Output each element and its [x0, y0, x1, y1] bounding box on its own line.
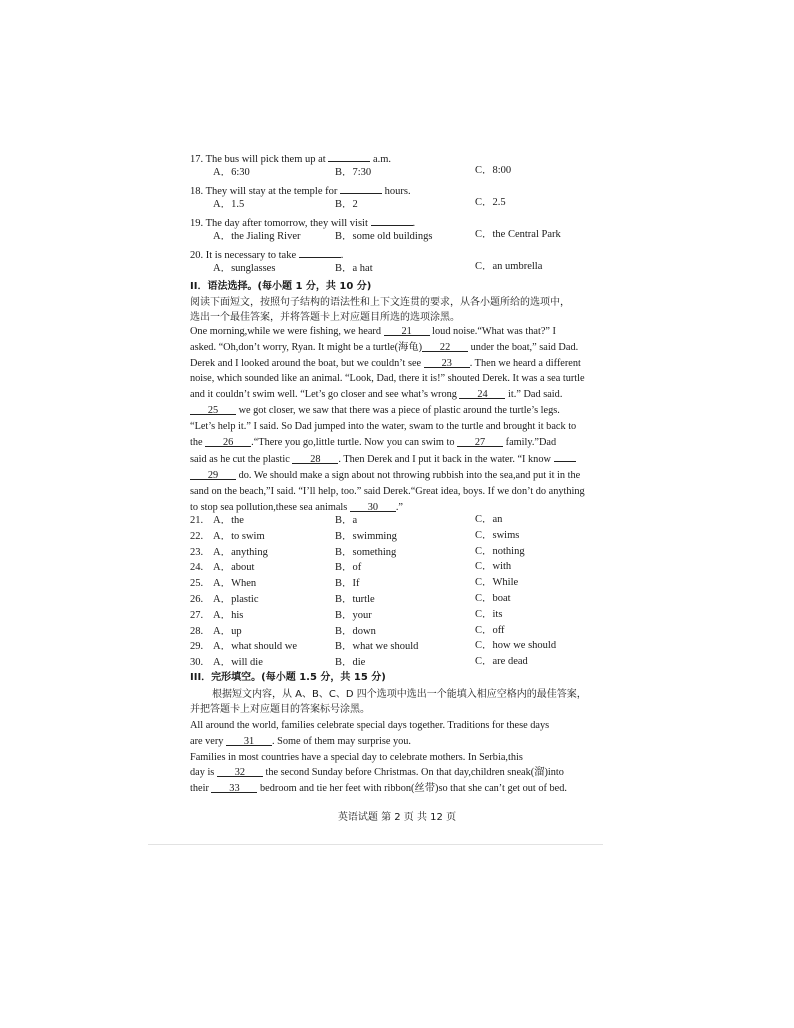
option-c: C．the Central Park — [475, 229, 561, 240]
question-stem — [190, 246, 343, 262]
question-number: 18. — [190, 186, 204, 197]
answer-blank — [328, 150, 370, 162]
blank-number: 23 — [424, 356, 470, 368]
option-b: B．swimming — [335, 530, 397, 542]
blank-number: 27 — [457, 435, 503, 447]
option-c: C．While — [475, 577, 519, 589]
passage-text: day is — [190, 767, 217, 779]
option-a: A．his — [213, 609, 244, 621]
blank-number: 28 — [292, 452, 338, 464]
passage-line — [190, 734, 602, 750]
option-b: B．7:30 — [335, 167, 372, 178]
passage-line — [190, 484, 602, 500]
option-b: B．turtle — [335, 594, 375, 605]
passage-line — [190, 403, 602, 419]
grammar-passage — [190, 324, 602, 516]
passage-line — [190, 387, 602, 403]
passage-line — [190, 450, 602, 468]
option-c: C．an — [475, 514, 503, 525]
question-text: They will stay at the temple for — [205, 186, 340, 197]
passage-text: . Then Derek and I put it back in the water. “I know — [338, 454, 554, 466]
passage-line — [190, 781, 602, 797]
option-c: C．its — [475, 608, 503, 620]
blank-number: 24 — [459, 387, 505, 399]
answer-blank — [299, 246, 341, 258]
passage-text: . Then we heard a different — [469, 357, 581, 369]
passage-text: .“There you go,little turtle. Now you can swim to — [251, 436, 458, 448]
blank-number: 33 — [211, 781, 257, 793]
passage-text: Families in most countries have a special day to celebrate mothers. In Serbia,this — [190, 751, 523, 763]
blank-number: 22 — [422, 340, 468, 352]
question-number: 19. — [190, 218, 204, 229]
passage-text: family.”Dad — [503, 436, 557, 448]
question-number: 27. — [190, 609, 204, 621]
passage-line — [190, 340, 602, 356]
blank-number — [554, 450, 576, 462]
section-2-title: II．语法选择。(每小题 1 分，共 10 分) — [190, 281, 372, 292]
passage-text: Derek and I looked around the boat, but we couldn’t see — [190, 357, 424, 369]
passage-line — [190, 468, 602, 484]
option-c: C．2.5 — [475, 197, 506, 208]
question-stem — [190, 182, 411, 198]
question-number: 17. — [190, 154, 204, 165]
option-c: C．boat — [475, 593, 511, 604]
option-b: B．If — [335, 578, 360, 590]
question-number: 21. — [190, 515, 204, 526]
blank-number: 30 — [350, 500, 396, 512]
option-b: B．your — [335, 609, 372, 621]
option-c: C．with — [475, 561, 512, 573]
blank-number: 32 — [217, 765, 263, 777]
passage-line — [190, 765, 602, 781]
passage-text: asked. “Oh,don’t worry, Ryan. It might be a turtle(海龟) — [190, 341, 423, 353]
option-b: B．of — [335, 562, 362, 574]
option-b: B．what we should — [335, 641, 419, 653]
passage-line — [190, 356, 602, 372]
blank-number: 31 — [226, 734, 272, 746]
passage-text: bedroom and tie her feet with ribbon(丝带)so that she can’t get out of bed. — [257, 783, 567, 795]
question-number: 22. — [190, 530, 204, 542]
option-b: B．some old buildings — [335, 231, 433, 242]
passage-line — [190, 371, 602, 387]
section-2-instruction: 阅读下面短文，按照句子结构的语法性和上下文连贯的要求，从各小题所给的选项中， — [190, 297, 570, 308]
cloze-passage — [190, 718, 602, 797]
question-text: . — [412, 218, 416, 229]
section-3-instruction: 并把答题卡上对应题目的答案标号涂黑。 — [190, 704, 370, 715]
option-a: A．will die — [213, 657, 263, 669]
passage-text: their — [190, 783, 212, 795]
option-c: C．8:00 — [475, 165, 512, 176]
question-text: It is necessary to take — [205, 250, 299, 261]
blank-number: 25 — [190, 403, 236, 415]
passage-text: under the boat,” said Dad. — [468, 341, 579, 353]
passage-line — [190, 500, 602, 516]
option-c: C．off — [475, 624, 505, 636]
passage-text: “Let’s help it.” I said. So Dad jumped into the water, swam to the turtle and brought it back to — [190, 420, 577, 432]
passage-text: loud noise.“What was that?” I — [429, 326, 556, 337]
option-a: A．plastic — [213, 594, 259, 605]
option-a: A．to swim — [213, 530, 265, 542]
page-footer: 英语试题 第 2 页 共 12 页 — [337, 812, 457, 823]
option-b: B．something — [335, 546, 397, 558]
question-text: . — [340, 250, 344, 261]
question-number: 23. — [190, 546, 204, 558]
option-a: A．about — [213, 562, 255, 574]
passage-text: . Some of them may surprise you. — [272, 735, 412, 747]
passage-text: the second Sunday before Christmas. On that day,children sneak(溜)into — [262, 767, 564, 779]
option-c: C．an umbrella — [475, 261, 543, 272]
option-a: A．up — [213, 625, 242, 637]
passage-text: One morning,while we were fishing, we heard — [190, 326, 384, 337]
option-a: A．1.5 — [213, 199, 245, 210]
passage-text: .” — [395, 501, 404, 513]
passage-line — [190, 419, 602, 435]
option-c: C．are dead — [475, 656, 528, 668]
question-number: 26. — [190, 594, 204, 605]
option-a: A．the Jialing River — [213, 231, 301, 242]
passage-text: sand on the beach,”I said. “I’ll help, too.” said Derek.“Great idea, boys. If we don’t do anything — [190, 485, 585, 497]
option-b: B．a — [335, 515, 358, 526]
passage-line — [190, 435, 602, 451]
passage-line — [190, 718, 602, 734]
passage-text: we got closer, we saw that there was a piece of plastic around the turtle’s legs. — [236, 404, 560, 416]
option-b: B．a hat — [335, 263, 373, 274]
question-number: 28. — [190, 625, 204, 637]
question-number: 24. — [190, 562, 204, 574]
option-b: B．2 — [335, 199, 358, 210]
question-text: The day after tomorrow, they will visit — [205, 218, 371, 229]
option-b: B．down — [335, 625, 376, 637]
passage-text: and it couldn’t swim well. “Let’s go closer and see what’s wrong — [190, 389, 460, 401]
option-c: C．nothing — [475, 545, 525, 557]
question-number: 29. — [190, 641, 204, 653]
passage-text: the — [190, 436, 206, 448]
option-c: C．how we should — [475, 640, 557, 652]
question-text: a.m. — [370, 154, 392, 165]
section-3-instruction: 根据短文内容，从 A、B、C、D 四个选项中选出一个能填入相应空格内的最佳答案， — [212, 689, 587, 700]
blank-number: 29 — [190, 468, 236, 480]
question-number: 30. — [190, 657, 204, 669]
section-2-instruction: 选出一个最佳答案，并将答题卡上对应题目所选的选项涂黑。 — [190, 312, 460, 323]
option-a: A．6:30 — [213, 167, 250, 178]
passage-text: said as he cut the plastic — [190, 454, 293, 466]
option-a: A．anything — [213, 546, 268, 558]
passage-text: are very — [190, 735, 227, 747]
passage-text: to stop sea pollution,these sea animals — [190, 501, 350, 513]
passage-text: it.” Dad said. — [505, 389, 563, 401]
option-a: A．what should we — [213, 641, 297, 653]
question-number: 25. — [190, 578, 204, 590]
blank-number: 21 — [384, 324, 430, 336]
option-b: B．die — [335, 657, 366, 669]
option-a: A．sunglasses — [213, 263, 276, 274]
passage-text: noise, which sounded like an animal. “Look, Dad, there it is!” shouted Derek. It was a sea turtle — [190, 373, 585, 385]
passage-line — [190, 324, 602, 340]
option-a: A．When — [213, 578, 257, 590]
passage-text: do. We should make a sign about not throwing rubbish into the sea,and put it in the — [236, 470, 581, 482]
passage-text: All around the world, families celebrate special days together. Traditions for these days — [190, 720, 550, 731]
option-c: C．swims — [475, 529, 520, 541]
passage-line — [190, 750, 602, 766]
blank-number: 26 — [205, 435, 251, 447]
question-number: 20. — [190, 250, 204, 261]
divider — [148, 844, 603, 845]
answer-blank — [340, 182, 382, 194]
question-text: The bus will pick them up at — [205, 154, 329, 165]
question-text: hours. — [381, 186, 411, 197]
option-a: A．the — [213, 515, 244, 526]
question-stem — [190, 214, 415, 230]
answer-blank — [371, 214, 413, 226]
question-stem — [190, 150, 391, 166]
section-3-title: III．完形填空。(每小题 1.5 分，共 15 分) — [190, 672, 386, 683]
